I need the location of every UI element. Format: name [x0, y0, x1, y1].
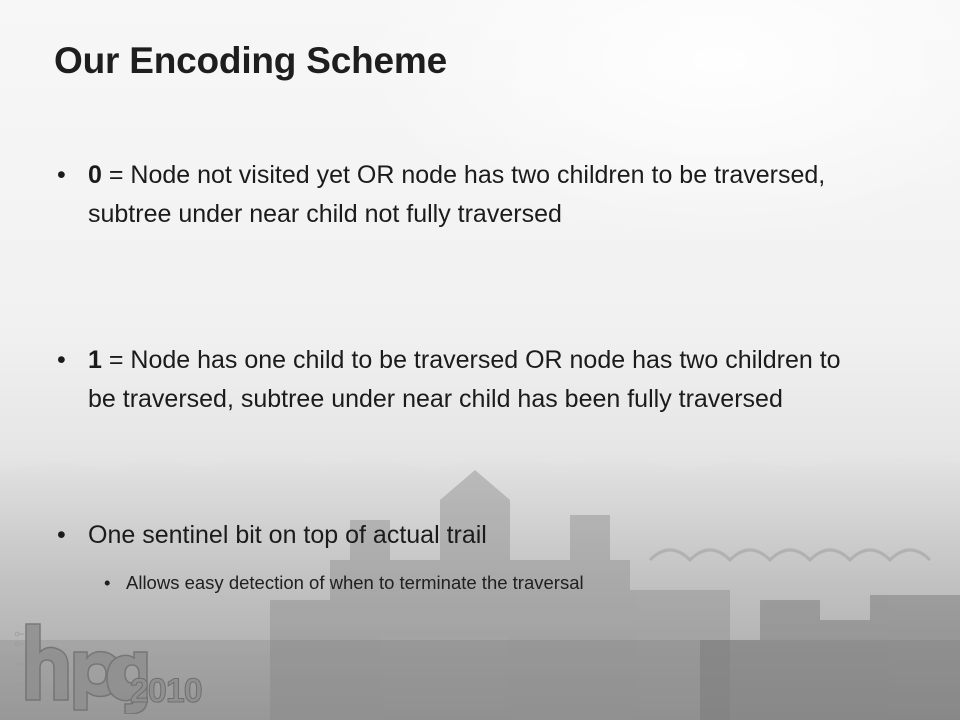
sub-bullet-text: Allows easy detection of when to terminate the traversal: [126, 572, 584, 593]
bullet-item: [54, 156, 844, 234]
bullet-key: 1: [88, 346, 102, 374]
slide-title: Our Encoding Scheme: [54, 40, 447, 81]
bullet-dot: •: [57, 521, 66, 549]
bullet-dot: •: [57, 346, 66, 374]
bullet-body: = Node not visited yet OR node has two children to be traversed, subtree under near child not fully traversed: [88, 161, 826, 228]
bullet-text: One sentinel bit on top of actual trail: [88, 521, 487, 549]
bullet-item: [54, 516, 844, 555]
bullet-text: [88, 341, 844, 419]
logo-year: 2010: [130, 672, 202, 710]
sub-bullet-dot: •: [104, 572, 111, 593]
bullet-body: = Node has one child to be traversed OR node has two children to be traversed, subtree under near child has been fully traversed: [88, 346, 841, 413]
sub-bullet-item: [104, 570, 864, 596]
bullet-dot: •: [57, 161, 66, 189]
bullet-key: 0: [88, 161, 102, 189]
bullet-text: [88, 156, 844, 234]
bullet-item: [54, 341, 844, 419]
hpg-2010-logo: [12, 614, 222, 714]
